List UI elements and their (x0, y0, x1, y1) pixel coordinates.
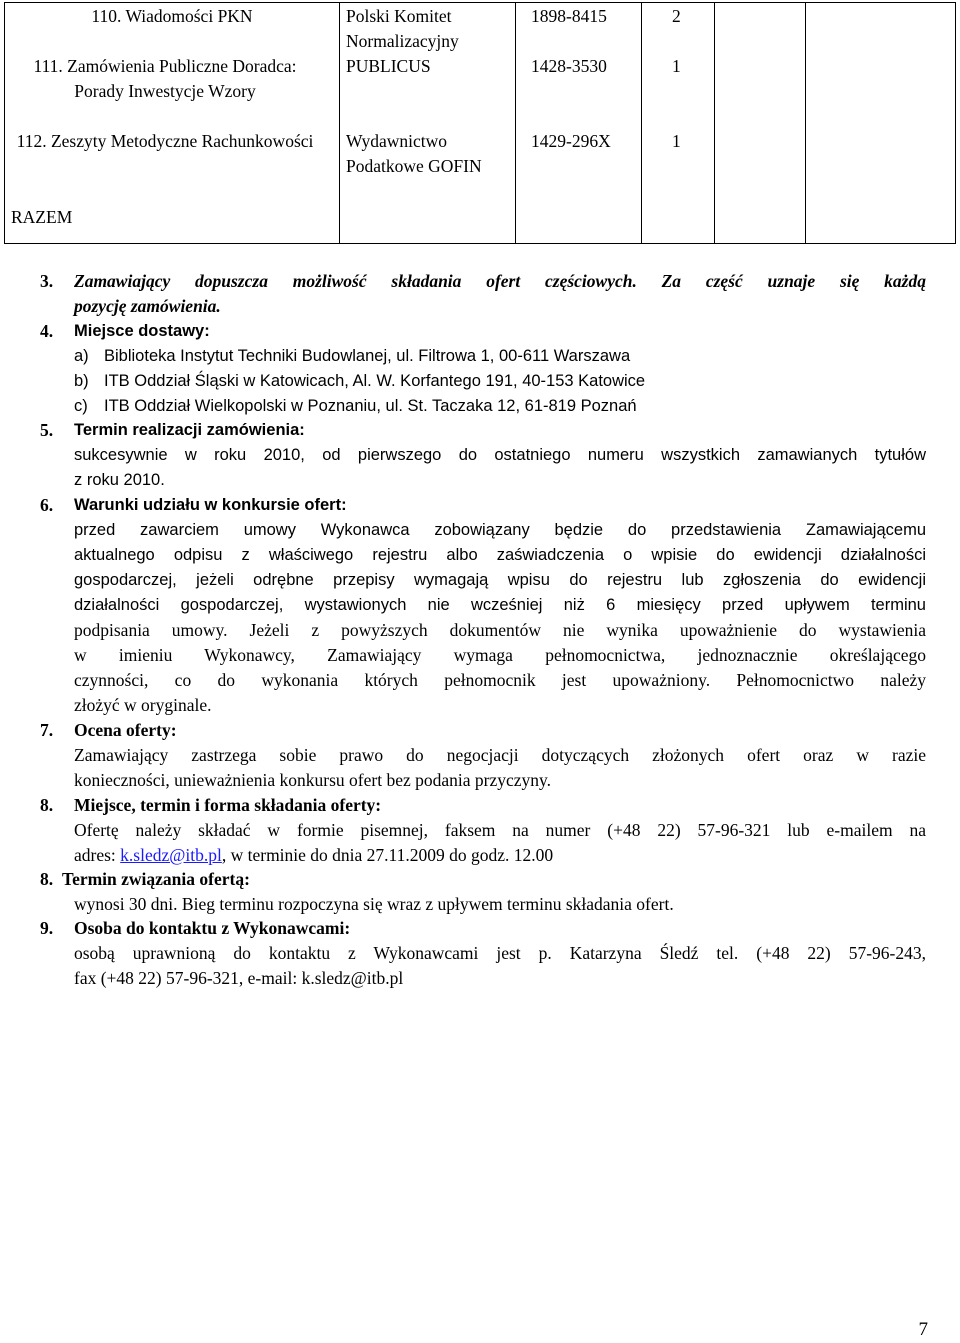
section-7 (40, 718, 926, 793)
list-label: a) (74, 347, 89, 365)
section-text: z roku 2010. (74, 471, 165, 489)
issn-cell: 1898-8415 (531, 6, 607, 26)
list-text: ITB Oddział Śląski w Katowicach, Al. W. Korfantego 191, 40-153 Katowice (104, 372, 646, 390)
section-number: 9. (40, 918, 54, 938)
page-number: 7 (918, 1319, 928, 1340)
table-divider (339, 3, 340, 243)
section-text: fax (+48 22) 57-96-321, e-mail: k.sledz@itb.pl (74, 968, 404, 988)
section-text: Zamawiający zastrzega sobie prawo do negocjacji dotyczących złożonych ofert oraz w razie (74, 745, 926, 765)
section-number: 5. (40, 420, 54, 440)
table-divider (515, 3, 516, 243)
publisher-cell: Polski Komitet Normalizacyjny (346, 6, 459, 51)
section-heading: Warunki udziału w konkursie ofert: (74, 496, 347, 514)
section-heading: Ocena oferty: (74, 720, 177, 740)
section-number: 8. (40, 795, 54, 815)
section-5 (40, 418, 926, 493)
section-number: 3. (40, 271, 54, 291)
list-label: c) (74, 397, 88, 415)
section-heading: Termin związania ofertą: (62, 869, 250, 889)
quantity-cell: 1 (672, 56, 681, 76)
section-text: działalności gospodarczej, wystawionych nie wcześniej niż 6 miesięcy przed upływem terminu (74, 596, 926, 614)
address-prefix: adres: (74, 845, 121, 865)
section-text: w imieniu Wykonawcy, Zamawiający wymaga pełnomocnictwa, jednoznacznie określającego (74, 645, 926, 665)
list-text: ITB Oddział Wielkopolski w Poznaniu, ul. St. Taczaka 12, 61-819 Poznań (104, 397, 637, 415)
section-3 (40, 269, 926, 319)
section-text: wynosi 30 dni. Bieg terminu rozpoczyna się wraz z upływem terminu składania ofert. (74, 894, 674, 914)
section-heading: Osoba do kontaktu z Wykonawcami: (74, 918, 351, 938)
table-divider (641, 3, 642, 243)
email-link[interactable]: k.sledz@itb.pl (120, 845, 222, 865)
table-divider (805, 3, 806, 243)
list-label: b) (74, 372, 89, 390)
section-8-binding (40, 867, 926, 917)
section-8-offer (40, 793, 926, 868)
section-text: Zamawiający dopuszcza możliwość składania ofert częściowych. Za część uznaje się każdą (74, 271, 926, 291)
title-cell: 112. Zeszyty Metodyczne Rachunkowości (16, 131, 314, 151)
section-text (74, 843, 926, 868)
section-text: gospodarczej, jeżeli odrębne przepisy wymagają wpisu do rejestru lub zgłoszenia do ewidencji (74, 571, 926, 589)
deadline-text: , w terminie do dnia 27.11.2009 do godz. 12.00 (221, 845, 554, 865)
quantity-cell: 1 (672, 131, 681, 151)
section-text: osobą uprawnioną do kontaktu z Wykonawcami jest p. Katarzyna Śledź tel. (+48 22) 57-96-243, (74, 943, 926, 963)
issn-cell: 1428-3530 (531, 56, 607, 76)
section-text: konieczności, unieważnienia konkursu ofert bez podania przyczyny. (74, 770, 552, 790)
section-heading: Miejsce, termin i forma składania oferty: (74, 795, 382, 815)
section-number: 7. (40, 720, 54, 740)
table-divider (714, 3, 715, 243)
section-9 (40, 916, 926, 991)
section-text: przed zawarciem umowy Wykonawca zobowiązany będzie do przedstawienia Zamawiającemu (74, 521, 926, 539)
section-6 (40, 493, 926, 718)
section-text: Ofertę należy składać w formie pisemnej, faksem na numer (+48 22) 57-96-321 lub e-mailem na (74, 820, 926, 840)
title-cell: 110. Wiadomości PKN (91, 6, 253, 26)
section-number: 8. (40, 869, 54, 889)
total-label: RAZEM (11, 207, 73, 227)
publisher-cell: PUBLICUS (346, 56, 431, 76)
section-text: podpisania umowy. Jeżeli z powyższych dokumentów nie wynika upoważnienie do wystawienia (74, 620, 926, 640)
quantity-cell: 2 (672, 6, 681, 26)
section-text: pozycję zamówienia. (74, 296, 221, 316)
section-text: złożyć w oryginale. (74, 695, 212, 715)
section-text: aktualnego odpisu z właściwego rejestru albo zaświadczenia o wpisie do ewidencji działalności (74, 546, 926, 564)
publisher-cell: Wydawnictwo Podatkowe GOFIN (346, 131, 482, 176)
section-text: czynności, co do wykonania których pełnomocnik jest upoważniony. Pełnomocnictwo należy (74, 670, 926, 690)
list-text: Biblioteka Instytut Techniki Budowlanej, ul. Filtrowa 1, 00-611 Warszawa (104, 347, 631, 365)
section-heading: Termin realizacji zamówienia: (74, 421, 305, 439)
section-number: 6. (40, 495, 54, 515)
title-cell: 111. Zamówienia Publiczne Doradca: Porady Inwestycje Wzory (33, 56, 297, 101)
section-text: sukcesywnie w roku 2010, od pierwszego do ostatniego numeru wszystkich zamawianych tytułów (74, 446, 926, 464)
periodicals-table (4, 2, 956, 244)
section-number: 4. (40, 321, 54, 341)
section-heading: Miejsce dostawy: (74, 322, 210, 340)
issn-cell: 1429-296X (531, 131, 611, 151)
